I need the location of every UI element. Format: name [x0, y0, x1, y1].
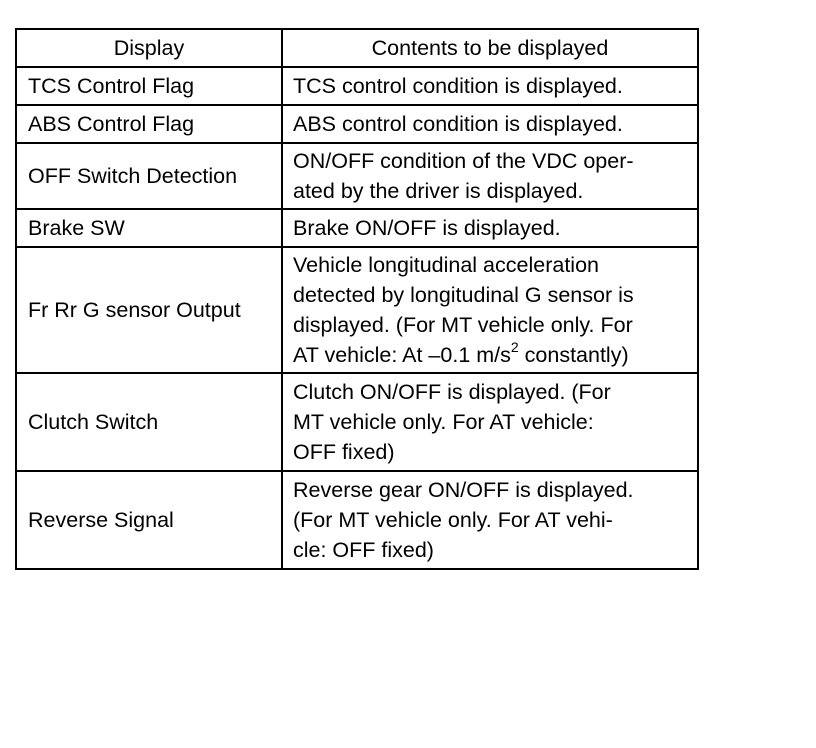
- table-row: [16, 247, 698, 373]
- display-cell: OFF Switch Detection: [16, 143, 282, 209]
- display-cell: ABS Control Flag: [16, 105, 282, 143]
- contents-line-text: AT vehicle: At –0.1 m/s: [293, 343, 511, 367]
- contents-line: ABS control condition is displayed.: [293, 112, 623, 136]
- contents-cell: [282, 471, 698, 569]
- contents-line: (For MT vehicle only. For AT vehi-: [293, 508, 613, 532]
- contents-cell: [282, 373, 698, 471]
- display-contents-table: [15, 28, 699, 570]
- table-row: [16, 105, 698, 143]
- contents-line: OFF fixed): [293, 440, 395, 464]
- header-display: Display: [16, 29, 282, 67]
- display-cell: Clutch Switch: [16, 373, 282, 471]
- table-row: [16, 471, 698, 569]
- contents-line: ated by the driver is displayed.: [293, 179, 584, 203]
- contents-line: MT vehicle only. For AT vehicle:: [293, 410, 594, 434]
- contents-line: Clutch ON/OFF is displayed. (For: [293, 380, 611, 404]
- contents-cell: [282, 143, 698, 209]
- contents-line: TCS control condition is displayed.: [293, 74, 623, 98]
- contents-cell: [282, 105, 698, 143]
- contents-line: Vehicle longitudinal acceleration: [293, 253, 599, 277]
- contents-cell: [282, 67, 698, 105]
- table-row: [16, 373, 698, 471]
- display-cell: Brake SW: [16, 209, 282, 247]
- table-header-row: [16, 29, 698, 67]
- table-row: [16, 143, 698, 209]
- superscript-exponent: 2: [510, 338, 519, 355]
- contents-line: Reverse gear ON/OFF is displayed.: [293, 478, 634, 502]
- contents-line: cle: OFF fixed): [293, 538, 434, 562]
- display-cell: Reverse Signal: [16, 471, 282, 569]
- contents-line: [293, 340, 697, 370]
- contents-line-text: constantly): [518, 343, 629, 367]
- contents-cell: [282, 209, 698, 247]
- display-cell: Fr Rr G sensor Output: [16, 247, 282, 373]
- contents-line: displayed. (For MT vehicle only. For: [293, 313, 633, 337]
- contents-line: Brake ON/OFF is displayed.: [293, 216, 561, 240]
- header-contents: Contents to be displayed: [282, 29, 698, 67]
- display-cell: TCS Control Flag: [16, 67, 282, 105]
- contents-line: detected by longitudinal G sensor is: [293, 283, 634, 307]
- table-row: [16, 209, 698, 247]
- table-row: [16, 67, 698, 105]
- contents-line: ON/OFF condition of the VDC oper-: [293, 149, 634, 173]
- contents-cell: [282, 247, 698, 373]
